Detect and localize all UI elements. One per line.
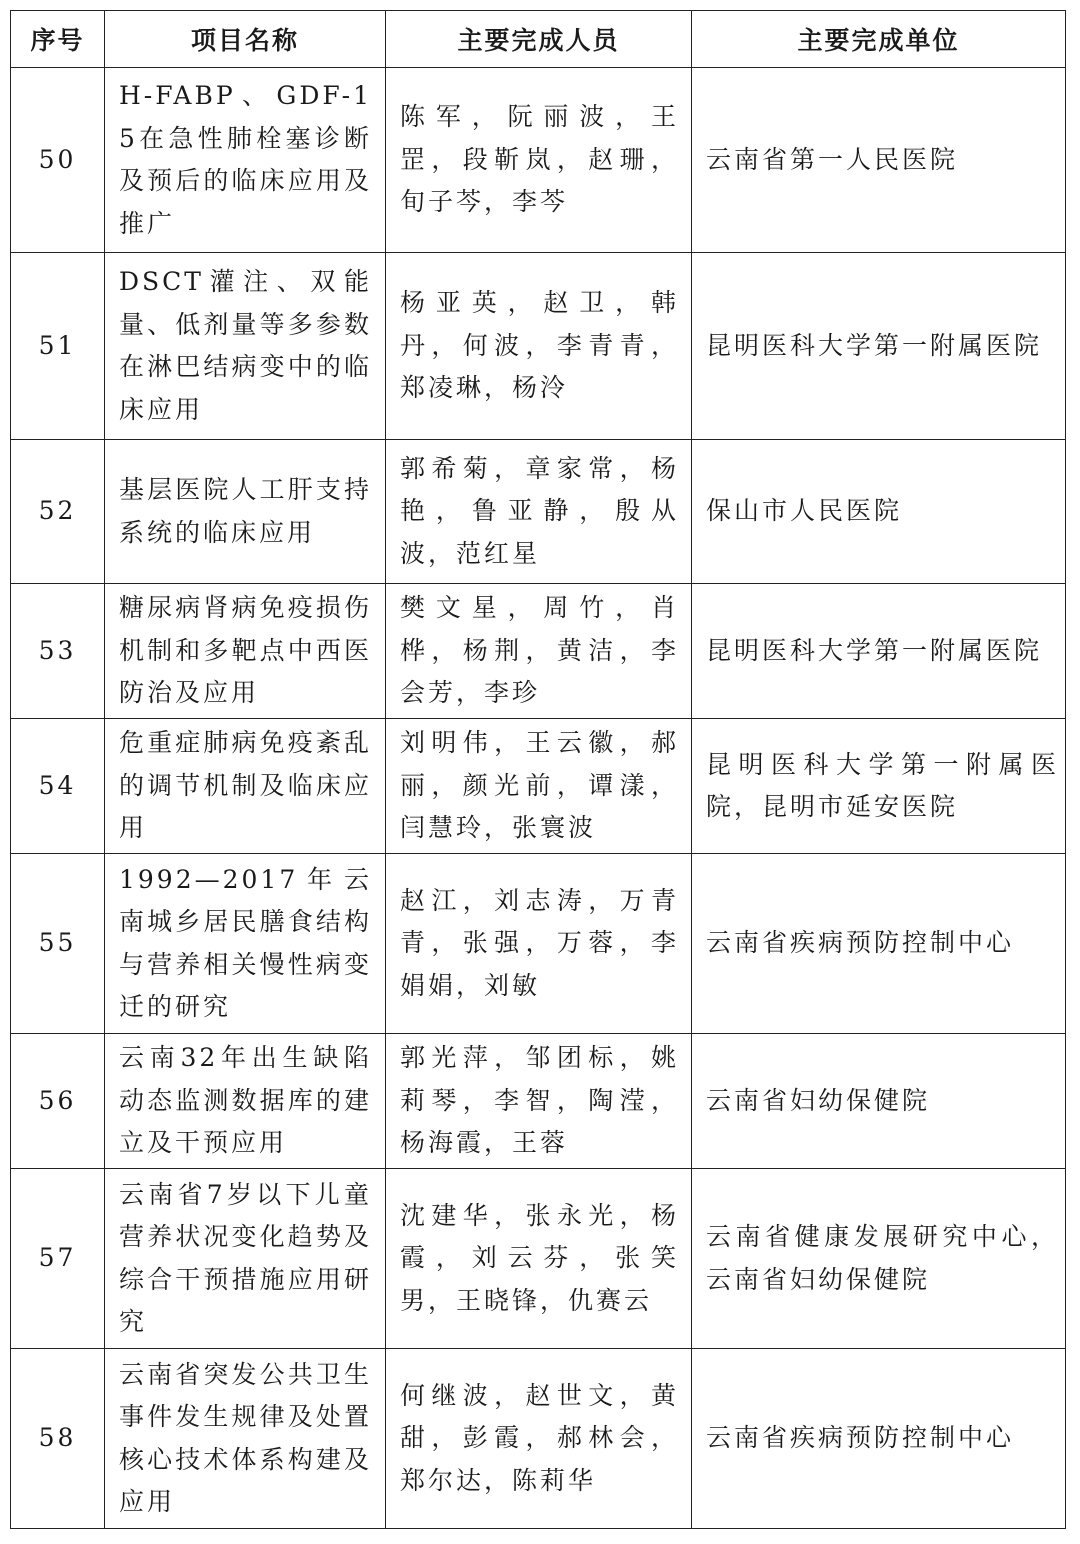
table-row: [11, 854, 1066, 1034]
project-name: H-FABP、GDF-15在急性肺栓塞诊断及预后的临床应用及推广: [119, 81, 372, 238]
table-row: [11, 719, 1066, 854]
project-name: 糖尿病肾病免疫损伤机制和多靶点中西医防治及应用: [119, 593, 372, 708]
row-index: 54: [11, 719, 105, 854]
project-unit: 云南省第一人民医院: [706, 144, 959, 174]
project-people: 赵江，刘志涛，万青青，张强，万蓉，李娟娟，刘敏: [400, 885, 679, 1000]
project-people: 沈建华，张永光，杨霞，刘云芬，张笑男，王晓锋，仇赛云: [400, 1200, 679, 1315]
project-name: 云南省突发公共卫生事件发生规律及处置核心技术体系构建及应用: [119, 1359, 372, 1516]
project-name: 基层医院人工肝支持系统的临床应用: [119, 475, 372, 547]
table-row: [11, 1034, 1066, 1169]
row-index: 57: [11, 1169, 105, 1349]
header-index: 序号: [11, 11, 105, 68]
project-name: 危重症肺病免疫紊乱的调节机制及临床应用: [119, 728, 372, 843]
project-name: DSCT灌注、双能量、低剂量等多参数在淋巴结病变中的临床应用: [119, 267, 372, 424]
row-index: 50: [11, 68, 105, 253]
project-people: 刘明伟，王云徽，郝丽，颜光前，谭漾，闫慧玲，张寰波: [400, 728, 679, 843]
row-index: 51: [11, 253, 105, 440]
project-people: 樊文星，周竹，肖桦，杨荆，黄洁，李会芳，李珍: [400, 593, 679, 708]
project-name: 1992—2017年云南城乡居民膳食结构与营养相关慢性病变迁的研究: [119, 864, 372, 1021]
table-row: [11, 253, 1066, 440]
table-row: [11, 68, 1066, 253]
project-unit: 昆明医科大学第一附属医院，昆明市延安医院: [706, 749, 1059, 821]
awards-table: [10, 10, 1066, 1529]
row-index: 55: [11, 854, 105, 1034]
header-unit: 主要完成单位: [692, 11, 1066, 68]
table-row: [11, 440, 1066, 584]
header-people: 主要完成人员: [386, 11, 692, 68]
project-people: 何继波，赵世文，黄甜，彭霞，郝林会，郑尔达，陈莉华: [400, 1380, 679, 1495]
project-unit: 云南省健康发展研究中心，云南省妇幼保健院: [706, 1222, 1059, 1294]
header-project: 项目名称: [105, 11, 386, 68]
table-row: [11, 584, 1066, 719]
row-index: 56: [11, 1034, 105, 1169]
project-unit: 云南省疾病预防控制中心: [706, 1423, 1015, 1453]
header-row: [11, 11, 1066, 68]
project-unit: 昆明医科大学第一附属医院: [706, 635, 1043, 665]
project-people: 陈军，阮丽波，王罡，段靳岚，赵珊，旬子芩，李芩: [400, 102, 679, 217]
row-index: 52: [11, 440, 105, 584]
project-name: 云南32年出生缺陷动态监测数据库的建立及干预应用: [119, 1043, 372, 1158]
project-name: 云南省7岁以下儿童营养状况变化趋势及综合干预措施应用研究: [119, 1179, 372, 1336]
project-unit: 云南省疾病预防控制中心: [706, 928, 1015, 958]
project-unit: 保山市人民医院: [706, 496, 903, 526]
project-people: 郭希菊，章家常，杨艳，鲁亚静，殷从波，范红星: [400, 453, 679, 568]
project-unit: 云南省妇幼保健院: [706, 1085, 931, 1115]
project-people: 杨亚英，赵卫，韩丹，何波，李青青，郑凌琳，杨泠: [400, 288, 679, 403]
table-row: [11, 1169, 1066, 1349]
project-people: 郭光萍，邹团标，姚莉琴，李智，陶滢，杨海霞，王蓉: [400, 1043, 679, 1158]
table-row: [11, 1349, 1066, 1529]
row-index: 53: [11, 584, 105, 719]
row-index: 58: [11, 1349, 105, 1529]
project-unit: 昆明医科大学第一附属医院: [706, 330, 1043, 360]
